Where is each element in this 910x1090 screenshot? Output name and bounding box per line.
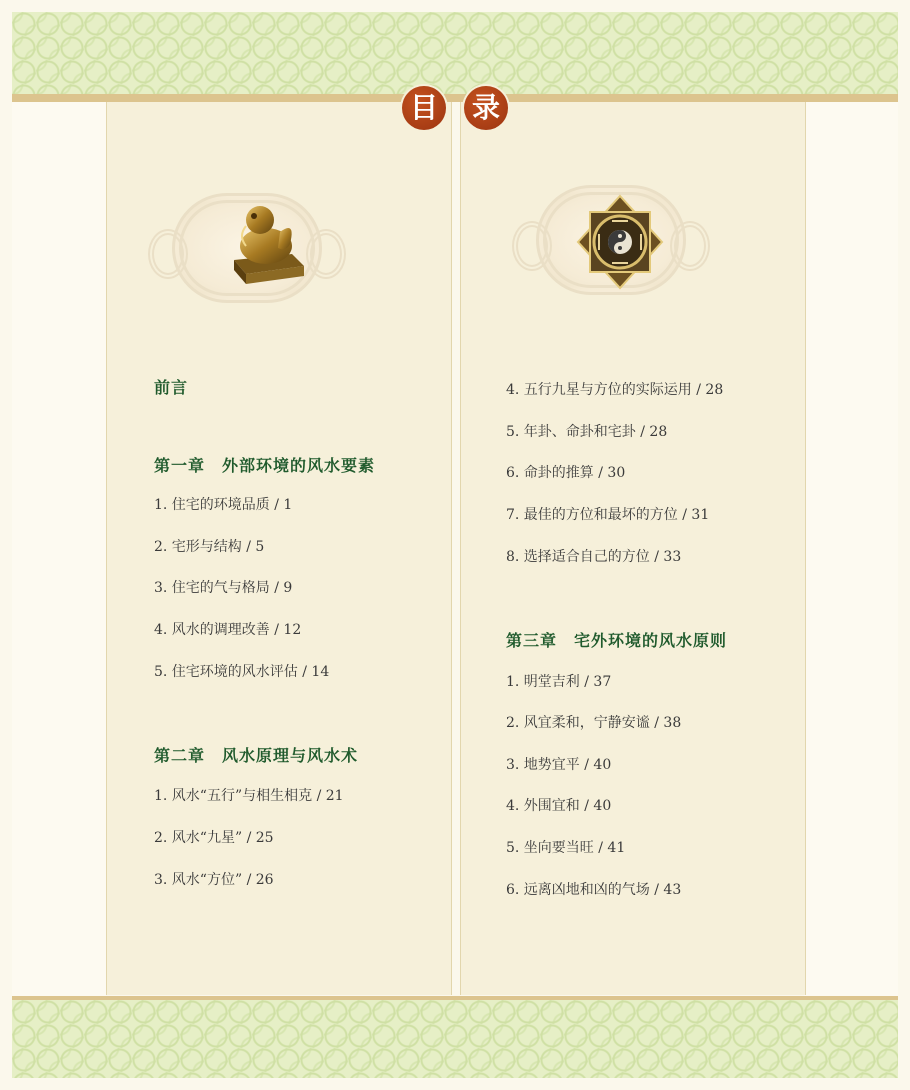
- toc-entry[interactable]: 3. 住宅的气与格局 / 9: [154, 580, 293, 596]
- toc-entry[interactable]: 5. 年卦、命卦和宅卦 / 28: [506, 424, 668, 440]
- toc-entry[interactable]: 2. 宅形与结构 / 5: [154, 539, 265, 555]
- toc-entry[interactable]: 1. 住宅的环境品质 / 1: [154, 497, 293, 513]
- preface-heading[interactable]: 前言: [154, 378, 189, 397]
- top-decorative-band: [12, 12, 898, 94]
- toc-entry[interactable]: 5. 坐向要当旺 / 41: [506, 840, 626, 856]
- right-margin: [804, 102, 898, 996]
- title-char-1: 目: [402, 86, 446, 130]
- toc-entry[interactable]: 4. 风水的调理改善 / 12: [154, 622, 302, 638]
- bottom-decorative-band: [12, 1000, 898, 1078]
- toc-entry[interactable]: 1. 风水“五行”与相生相克 / 21: [154, 788, 344, 804]
- toc-entry[interactable]: 8. 选择适合自己的方位 / 33: [506, 549, 682, 565]
- brass-pixiu-seal-icon: [220, 196, 312, 288]
- bagua-mirror-icon: [576, 194, 664, 292]
- toc-entry[interactable]: 2. 风宜柔和，宁静安谧 / 38: [506, 715, 682, 731]
- toc-entry[interactable]: 6. 远离凶地和凶的气场 / 43: [506, 882, 682, 898]
- toc-entry[interactable]: 4. 外围宜和 / 40: [506, 798, 612, 814]
- chapter-1-heading[interactable]: 第一章 外部环境的风水要素: [154, 456, 376, 475]
- chapter-3-heading[interactable]: 第三章 宅外环境的风水原则: [506, 631, 728, 650]
- toc-entry[interactable]: 3. 风水“方位” / 26: [154, 872, 274, 888]
- toc-entry[interactable]: 6. 命卦的推算 / 30: [506, 465, 626, 481]
- chapter-2-heading[interactable]: 第二章 风水原理与风水术: [154, 746, 359, 765]
- toc-entry[interactable]: 3. 地势宜平 / 40: [506, 757, 612, 773]
- top-gold-rule: [12, 94, 898, 102]
- toc-entry[interactable]: 2. 风水“九星” / 25: [154, 830, 274, 846]
- title-char-2: 录: [464, 86, 508, 130]
- left-margin: [12, 102, 106, 996]
- toc-entry[interactable]: 1. 明堂吉利 / 37: [506, 674, 612, 690]
- toc-entry[interactable]: 4. 五行九星与方位的实际运用 / 28: [506, 382, 724, 398]
- toc-entry[interactable]: 7. 最佳的方位和最坏的方位 / 31: [506, 507, 710, 523]
- toc-entry[interactable]: 5. 住宅环境的风水评估 / 14: [154, 664, 330, 680]
